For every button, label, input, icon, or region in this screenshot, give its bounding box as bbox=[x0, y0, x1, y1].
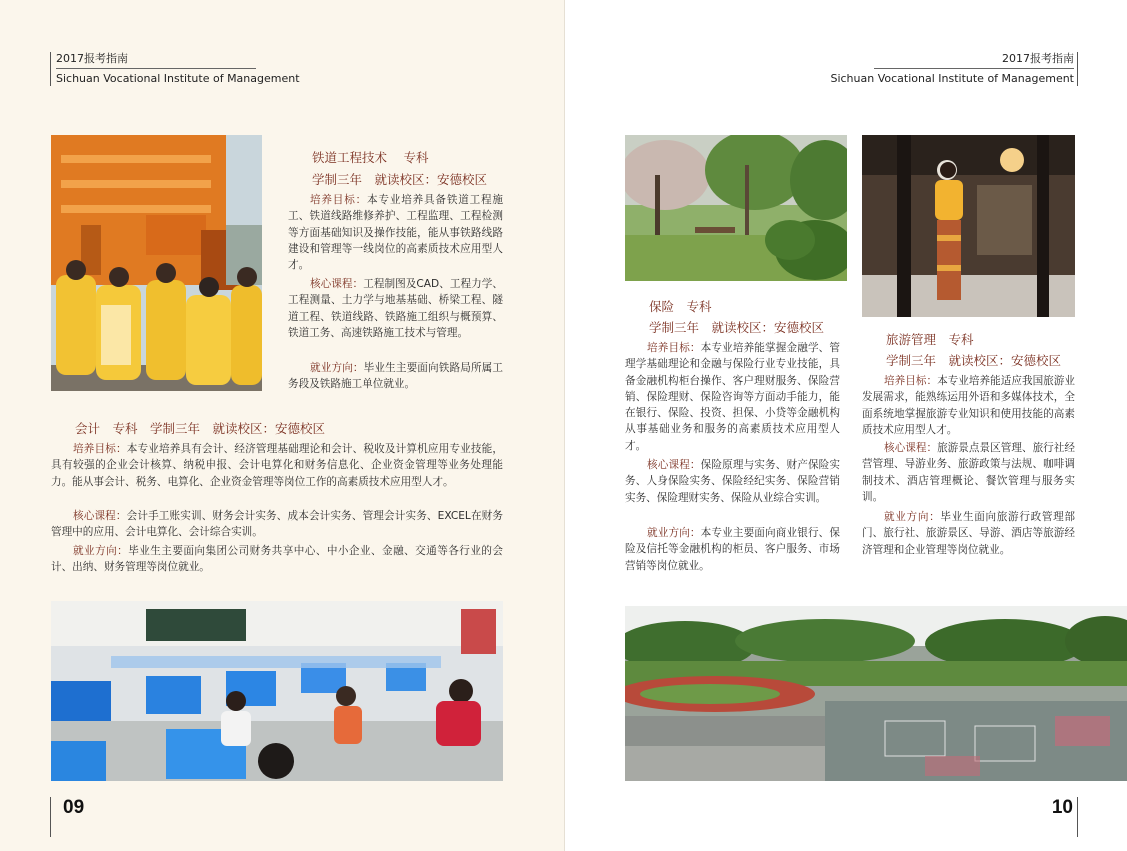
insurance-course-text: 保险原理与实务、财产保险实务、人身保险实务、保险经纪实务、保险营销实务、保险理财实务、保险从业综合实训。 bbox=[625, 459, 841, 504]
railway-students-photo bbox=[51, 135, 262, 391]
railway-course-text: 工程制图及CAD、工程力学、工程测量、土力学与地基基础、桥梁工程、隧道工程、铁道线路、铁路施工组织与概预算、铁道工务、高速铁路施工技术与管理。 bbox=[288, 278, 503, 339]
tourism-jobs bbox=[862, 509, 1075, 558]
railway-job-text: 毕业生主要面向铁路局所属工务段及铁路施工单位就业。 bbox=[288, 362, 504, 391]
tourism-job-text: 毕业生面向旅游行政管理部门、旅行社、旅游景区、导游、酒店等旅游经济管理和企业管理等岗位就业。 bbox=[862, 511, 1076, 556]
accounting-job-text: 毕业生主要面向集团公司财务共享中心、中小企业、金融、交通等各行业的会计、出纳、财务管理等岗位就业。 bbox=[51, 545, 503, 574]
computer-lab-photo bbox=[51, 601, 503, 781]
tourism-goal bbox=[862, 373, 1075, 438]
sports-field-photo bbox=[625, 606, 1127, 781]
insurance-courses bbox=[625, 457, 840, 506]
railway-courses bbox=[288, 276, 503, 341]
insurance-subtitle: 学制三年 就读校区：安德校区 bbox=[649, 320, 825, 335]
accounting-goal bbox=[51, 441, 503, 490]
railway-course-label: 核心课程： bbox=[310, 278, 364, 290]
footer-rule-vertical-right bbox=[1077, 797, 1078, 837]
accounting-course-text: 会计手工账实训、财务会计实务、成本会计实务、管理会计实务、EXCEL在财务管理中的应用、会计电算化、会计综合实训。 bbox=[51, 510, 503, 539]
accounting-course-label: 核心课程： bbox=[73, 510, 127, 522]
accounting-title: 会计 专科 学制三年 就读校区：安德校区 bbox=[75, 421, 326, 436]
header-rule bbox=[56, 68, 256, 69]
railway-goal-text: 本专业培养具备铁道工程施工、铁道线路维修养护、工程监理、工程检测等方面基础知识及操作技能，能从事铁路线路建设和管理等一线岗位的高素质技术应用型人才。 bbox=[288, 194, 504, 272]
railway-goal-label: 培养目标： bbox=[310, 194, 368, 206]
insurance-goal-text: 本专业培养能掌握金融学、管理学基础理论和金融与保险行业专业技能，具备金融机构柜台操作、客户理财服务、保险营销、保险理财、保险咨询等方面动手能力，能在银行、保险、投资、担保、小贷等金融机构从事基础业务和服务的高素质技术应用型人才。 bbox=[625, 342, 841, 452]
insurance-course-label: 核心课程： bbox=[647, 459, 701, 471]
footer-rule-vertical bbox=[50, 797, 51, 837]
tourism-student-photo bbox=[862, 135, 1075, 317]
page-number-right: 10 bbox=[1051, 797, 1073, 818]
tourism-courses bbox=[862, 440, 1075, 505]
header-year-title-right: 2017报考指南 bbox=[1002, 52, 1074, 65]
accounting-job-label: 就业方向： bbox=[73, 545, 129, 557]
tourism-title: 旅游管理 专科 bbox=[886, 332, 974, 347]
header-rule-right bbox=[874, 68, 1074, 69]
railway-goal bbox=[288, 192, 503, 273]
accounting-courses bbox=[51, 508, 503, 541]
tourism-goal-label: 培养目标： bbox=[884, 375, 938, 387]
tourism-course-label: 核心课程： bbox=[884, 442, 938, 454]
header-school-name-right: Sichuan Vocational Institute of Management bbox=[830, 72, 1074, 85]
page-number-left: 09 bbox=[63, 797, 85, 818]
insurance-job-text: 本专业主要面向商业银行、保险及信托等金融机构的柜员、客户服务、市场营销等岗位就业。 bbox=[625, 527, 841, 572]
header-rule-vertical bbox=[50, 52, 51, 86]
insurance-goal bbox=[625, 340, 840, 454]
insurance-goal-label: 培养目标： bbox=[647, 342, 701, 354]
railway-jobs bbox=[288, 360, 503, 393]
right-page bbox=[564, 0, 1127, 851]
header-school-name: Sichuan Vocational Institute of Management bbox=[56, 72, 300, 85]
railway-job-label: 就业方向： bbox=[310, 362, 364, 374]
tourism-subtitle: 学制三年 就读校区：安德校区 bbox=[886, 353, 1062, 368]
accounting-goal-text: 本专业培养具有会计、经济管理基础理论和会计、税收及计算机应用专业技能，具有较强的企业会计核算、纳税申报、会计电算化和财务信息化、企业资金管理等业务处理能力。能从事会计、税务、电算化、企业资金管理等岗位工作的高素质技术应用型人才。 bbox=[51, 443, 504, 488]
railway-subtitle: 学制三年 就读校区：安德校区 bbox=[312, 172, 488, 187]
insurance-jobs bbox=[625, 525, 840, 574]
tourism-course-text: 旅游景点景区管理、旅行社经营管理、导游业务、旅游政策与法规、咖啡调制技术、酒店管理概论、餐饮管理与服务实训。 bbox=[862, 442, 1076, 503]
insurance-title: 保险 专科 bbox=[649, 299, 712, 314]
header-year-title: 2017报考指南 bbox=[56, 52, 128, 65]
header-rule-vertical-right bbox=[1077, 52, 1078, 86]
insurance-job-label: 就业方向： bbox=[647, 527, 701, 539]
tourism-job-label: 就业方向： bbox=[884, 511, 941, 523]
campus-park-photo bbox=[625, 135, 847, 281]
tourism-goal-text: 本专业培养能适应我国旅游业发展需求，能熟练运用外语和多媒体技术，全面系统地掌握旅游专业知识和使用技能的高素质技术应用型人才。 bbox=[862, 375, 1076, 436]
railway-title: 铁道工程技术 专科 bbox=[312, 150, 429, 165]
accounting-jobs bbox=[51, 543, 503, 576]
accounting-goal-label: 培养目标： bbox=[73, 443, 127, 455]
